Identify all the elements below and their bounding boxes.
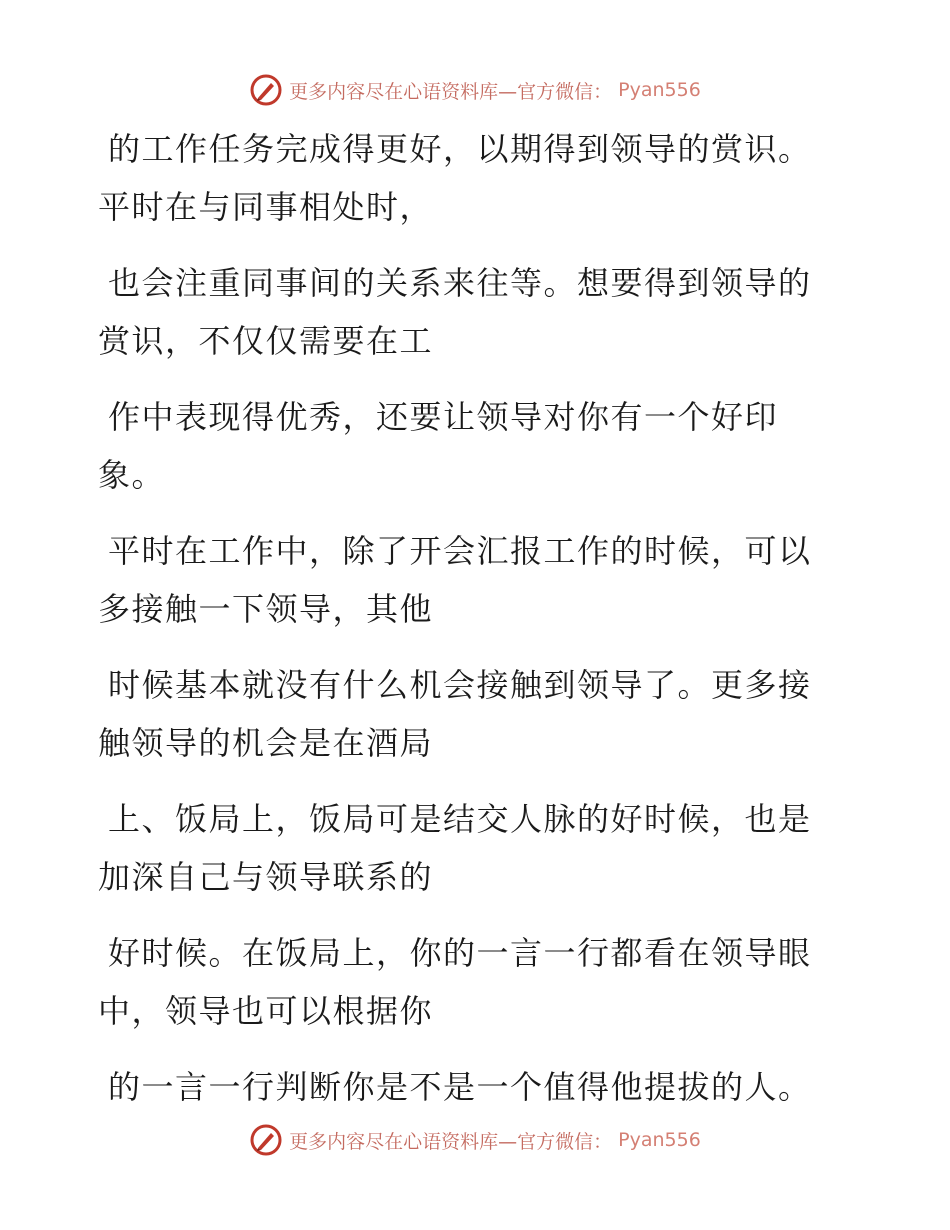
footer-watermark-text: 更多内容尽在心语资料库—官方微信：: [289, 1130, 613, 1153]
paragraph-3: [98, 388, 838, 504]
paragraph-line: 的一言一行判断你是不是一个值得他提拔的人。: [108, 1068, 812, 1106]
paragraph-2: [98, 254, 838, 370]
paragraph-line: 中，领导也可以根据你: [98, 992, 434, 1030]
paragraph-line: 的工作任务完成得更好，以期得到领导的赏识。: [108, 130, 812, 168]
header-watermark: [0, 70, 950, 110]
footer-watermark: [0, 1120, 950, 1160]
document-body: [98, 120, 838, 1134]
pen-logo-icon: [249, 73, 283, 107]
footer-wechat-id: Pyan556: [618, 1129, 701, 1151]
header-watermark-text: 更多内容尽在心语资料库—官方微信：: [289, 80, 613, 103]
paragraph-line: 象。: [98, 456, 166, 494]
paragraph-1: [98, 120, 838, 236]
paragraph-7: [98, 924, 838, 1040]
paragraph-line: 触领导的机会是在酒局: [98, 724, 434, 762]
paragraph-line: 也会注重同事间的关系来往等。想要得到领导的: [108, 264, 812, 302]
paragraph-line: 加深自己与领导联系的: [98, 858, 434, 896]
header-wechat-id: Pyan556: [618, 79, 701, 101]
paragraph-line: 平时在工作中，除了开会汇报工作的时候，可以: [108, 532, 812, 570]
paragraph-line: 平时在与同事相处时，: [98, 188, 434, 226]
pen-logo-icon: [249, 1123, 283, 1157]
paragraph-line: 赏识，不仅仅需要在工: [98, 322, 434, 360]
paragraph-line: 上、饭局上，饭局可是结交人脉的好时候，也是: [108, 800, 812, 838]
paragraph-4: [98, 522, 838, 638]
paragraph-line: 时候基本就没有什么机会接触到领导了。更多接: [108, 666, 812, 704]
paragraph-8: [98, 1058, 838, 1116]
paragraph-line: 多接触一下领导，其他: [98, 590, 434, 628]
paragraph-5: [98, 656, 838, 772]
paragraph-6: [98, 790, 838, 906]
paragraph-line: 好时候。在饭局上，你的一言一行都看在领导眼: [108, 934, 812, 972]
paragraph-line: 作中表现得优秀，还要让领导对你有一个好印: [108, 398, 779, 436]
